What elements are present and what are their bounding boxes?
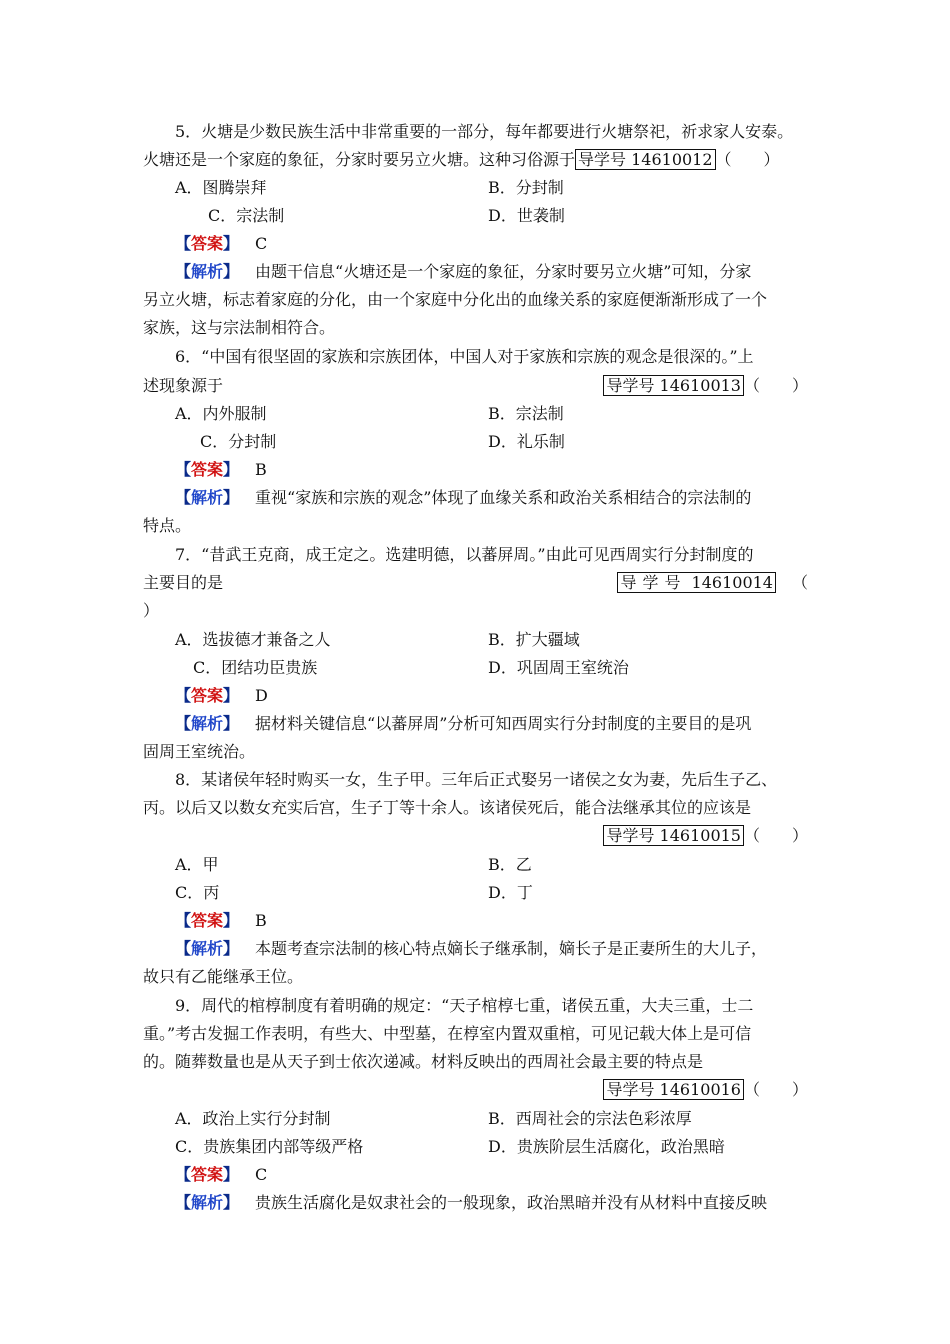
explain-tag: 【解析】 [175, 488, 240, 507]
q6-option-d: D．礼乐制 [488, 432, 565, 451]
q7-option-b: B．扩大疆域 [488, 630, 580, 649]
q5-guide-code: 导学号 14610012 [575, 149, 716, 170]
q6-option-b: B．宗法制 [488, 404, 564, 423]
q6-stem-line2: 述现象源于 [143, 376, 224, 395]
q7-stem-line2: 主要目的是 [143, 573, 224, 592]
q5-option-b: B．分封制 [488, 178, 564, 197]
q5-paren: （ ） [715, 150, 780, 169]
q7-option-d: D．巩固周王室统治 [488, 658, 629, 677]
q9-answer [175, 1165, 267, 1185]
q7-paren-open: （ [791, 573, 808, 592]
q9-paren: （ ） [743, 1080, 808, 1099]
q8-option-d: D．丁 [488, 883, 533, 902]
q8-answer [175, 911, 267, 931]
q5-explanation-line1: 【解析】 由题干信息“火塘还是一个家庭的象征，分家时要另立火塘”可知，分家 [175, 262, 752, 281]
q8-guide-code-line [603, 826, 808, 846]
q5-stem-text: 火塘还是一个家庭的象征，分家时要另立火塘。这种习俗源于 [143, 150, 576, 169]
q8-explanation-line2: 故只有乙能继承王位。 [143, 967, 304, 986]
q9-stem-line1: 9．周代的棺椁制度有着明确的规定：“天子棺椁七重，诸侯五重，大夫三重，士二 [175, 996, 754, 1015]
explain-tag: 【解析】 [175, 1193, 240, 1212]
q6-answer [175, 460, 267, 480]
q7-guide-code-line [617, 573, 808, 593]
q6-answer-value: B [255, 460, 267, 479]
q7-guide-code: 导学号 14610014 [617, 572, 776, 593]
q5-option-c: C．宗法制 [208, 206, 285, 225]
explain-tag: 【解析】 [175, 714, 240, 733]
q6-paren: （ ） [743, 376, 808, 395]
q7-paren-close: ） [143, 601, 160, 620]
q7-answer-value: D [255, 686, 268, 705]
answer-tag: 【答案】 [175, 234, 240, 253]
q6-stem-line1: 6．“中国有很坚固的家族和宗族团体，中国人对于家族和宗族的观念是很深的。”上 [175, 347, 754, 366]
q6-option-c: C．分封制 [200, 432, 277, 451]
answer-tag: 【答案】 [175, 460, 240, 479]
q8-stem-line1: 8．某诸侯年轻时购买一女，生子甲。三年后正式娶另一诸侯之女为妻，先后生子乙、 [175, 770, 778, 789]
q8-answer-value: B [255, 911, 267, 930]
q8-option-b: B．乙 [488, 855, 532, 874]
q9-option-a: A．政治上实行分封制 [175, 1109, 331, 1128]
q8-option-a: A．甲 [175, 855, 219, 874]
q6-guide-code: 导学号 14610013 [603, 375, 744, 396]
answer-tag: 【答案】 [175, 686, 240, 705]
q6-explanation-line2: 特点。 [143, 516, 192, 535]
q9-stem-line2: 重。”考古发掘工作表明，有些大、中型墓，在椁室内置双重棺，可见记载大体上是可信 [143, 1024, 752, 1043]
explain-tag: 【解析】 [175, 939, 240, 958]
q9-answer-value: C [255, 1165, 268, 1184]
q9-guide-code: 导学号 14610016 [603, 1079, 744, 1100]
q5-stem-line2 [143, 150, 808, 170]
q8-stem-line2: 丙。以后又以数女充实后宫，生子丁等十余人。该诸侯死后，能合法继承其位的应该是 [143, 798, 752, 817]
q5-answer [175, 234, 267, 254]
answer-tag: 【答案】 [175, 911, 240, 930]
q7-explanation-line1: 【解析】 据材料关键信息“以蕃屏周”分析可知西周实行分封制度的主要目的是巩 [175, 714, 752, 733]
q9-option-b: B．西周社会的宗法色彩浓厚 [488, 1109, 692, 1128]
q9-option-c: C．贵族集团内部等级严格 [175, 1137, 364, 1156]
q7-option-a: A．选拔德才兼备之人 [175, 630, 331, 649]
q8-guide-code: 导学号 14610015 [603, 825, 744, 846]
q7-option-c: C．团结功臣贵族 [193, 658, 318, 677]
q6-option-a: A．内外服制 [175, 404, 267, 423]
q6-explanation-line1: 【解析】 重视“家族和宗族的观念”体现了血缘关系和政治关系相结合的宗法制的 [175, 488, 752, 507]
q6-guide-code-line [603, 376, 808, 396]
q8-option-c: C．丙 [175, 883, 220, 902]
q5-option-a: A．图腾崇拜 [175, 178, 267, 197]
q9-option-d: D．贵族阶层生活腐化，政治黑暗 [488, 1137, 725, 1156]
answer-tag: 【答案】 [175, 1165, 240, 1184]
q8-paren: （ ） [743, 826, 808, 845]
q7-stem-line1: 7．“昔武王克商，成王定之。选建明德，以蕃屏周。”由此可见西周实行分封制度的 [175, 545, 754, 564]
q9-stem-line3: 的。随葬数量也是从天子到士依次递减。材料反映出的西周社会最主要的特点是 [143, 1052, 704, 1071]
q8-explanation-line1: 【解析】 本题考查宗法制的核心特点嫡长子继承制，嫡长子是正妻所生的大儿子， [175, 939, 768, 958]
q7-answer [175, 686, 268, 706]
q5-stem-line1: 5．火塘是少数民族生活中非常重要的一部分，每年都要进行火塘祭祀，祈求家人安泰。 [175, 122, 794, 141]
q9-explanation-line1: 【解析】 贵族生活腐化是奴隶社会的一般现象，政治黑暗并没有从材料中直接反映 [175, 1193, 768, 1212]
q9-guide-code-line [603, 1080, 808, 1100]
q5-option-d: D．世袭制 [488, 206, 565, 225]
q5-explanation-line2: 另立火塘，标志着家庭的分化，由一个家庭中分化出的血缘关系的家庭便渐渐形成了一个 [143, 290, 768, 309]
explain-tag: 【解析】 [175, 262, 240, 281]
q5-answer-value: C [255, 234, 268, 253]
q7-explanation-line2: 固周王室统治。 [143, 742, 256, 761]
q5-explanation-line3: 家族，这与宗法制相符合。 [143, 318, 336, 337]
